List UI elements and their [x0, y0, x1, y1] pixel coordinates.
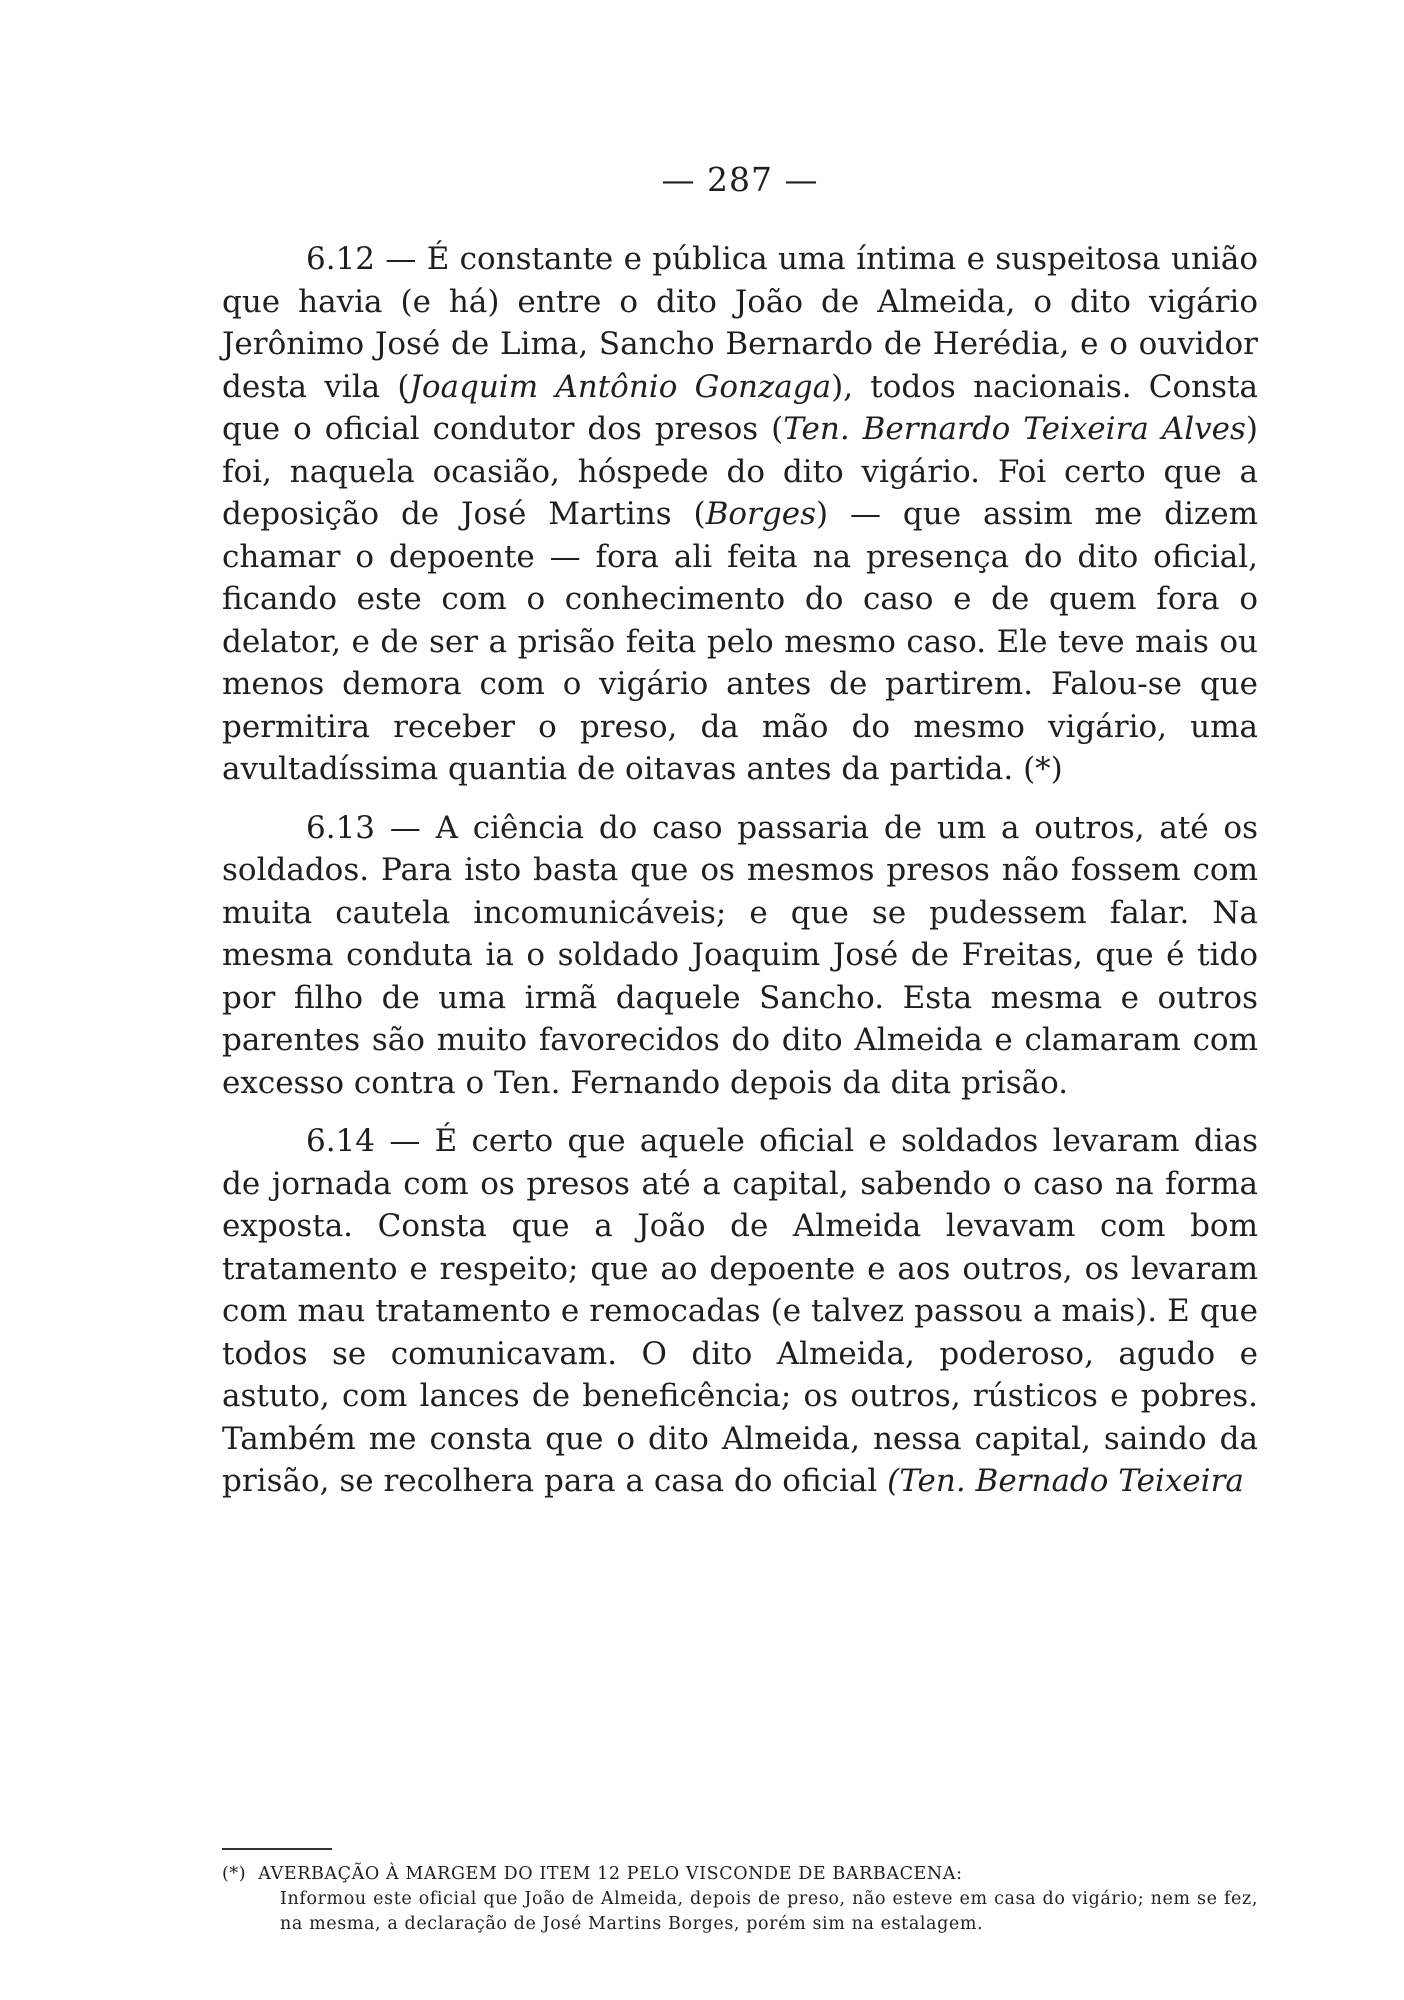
text-run: ), todos nacionais. Consta que o oficial condutor dos presos (	[222, 368, 1258, 447]
document-page	[222, 0, 1258, 2000]
text-run: 6.12 — É constante e pública uma íntima e suspeitosa união que havia (e há) entre o dito João de Almeida, o dito vigário Jerônimo José de Lima, Sancho Bernardo de Herédia, e o ouvidor desta vila (	[222, 241, 1258, 405]
footnote	[222, 1862, 1258, 1937]
italic-name-run: Ten. Bernardo Teixeira Alves	[783, 411, 1246, 447]
body-text	[222, 238, 1258, 1503]
footnote-mark: (*)	[222, 1864, 247, 1884]
text-run: 6.13 — A ciência do caso passaria de um a outros, até os soldados. Para isto basta que os mesmos presos não fossem com muita cautela incomunicáveis; e que se pudessem falar. Na mesma conduta ia o soldado Joaquim José de Freitas, que é tido por filho de uma irmã daquele Sancho. Esta mesma e outros parentes são muito favorecidos do dito Almeida e clamaram com excesso contra o Ten. Fernando depois da dita prisão.	[222, 809, 1258, 1101]
text-run: ) — que assim me dizem chamar o depoente — fora ali feita na presença do dito oficial, ficando este com o conhecimento do caso e de quem fora o delator, e de ser a prisão feita pelo mesmo caso. Ele teve mais ou menos demora com o vigário antes de partirem. Falou-se que permitira receber o preso, da mão do mesmo vigário, uma avultadíssima quantia de oitavas antes da partida. (*)	[222, 496, 1258, 787]
footnote-divider	[222, 1848, 332, 1850]
paragraph-6-13	[222, 807, 1258, 1105]
italic-name-run: Borges	[705, 496, 816, 532]
italic-name-run: Joaquim Antônio Gonzaga	[409, 368, 832, 405]
text-run: 6.14 — É certo que aquele oficial e soldados levaram dias de jornada com os presos até a capital, sabendo o caso na forma exposta. Consta que a João de Almeida levavam com bom tratamento e respeito; que ao depoente e aos outros, os levaram com mau tratamento e remocadas (e talvez passou a mais). E que todos se comunicavam. O dito Almeida, poderoso, agudo e astuto, com lances de beneficência; os outros, rústicos e pobres. Também me consta que o dito Almeida, nessa capital, saindo da prisão, se recolhera para a casa do oficial	[222, 1123, 1258, 1499]
footnote-heading: AVERBAÇÃO À MARGEM DO ITEM 12 PELO VISCONDE DE BARBACENA:	[258, 1864, 963, 1884]
paragraph-6-14	[222, 1120, 1258, 1503]
italic-name-run: (Ten. Bernado Teixeira	[887, 1463, 1244, 1499]
paragraph-6-12	[222, 238, 1258, 791]
footnote-text: Informou este oficial que João de Almeida, depois de preso, não esteve em casa do vigário; nem se fez, na mesma, a declaração de José Martins Borges, porém sim na estalagem.	[280, 1889, 1258, 1934]
page-number: — 287 —	[661, 160, 819, 199]
text-run: ) foi, naquela ocasião, hóspede do dito vigário. Foi certo que a deposição de José Martins (	[222, 411, 1258, 532]
